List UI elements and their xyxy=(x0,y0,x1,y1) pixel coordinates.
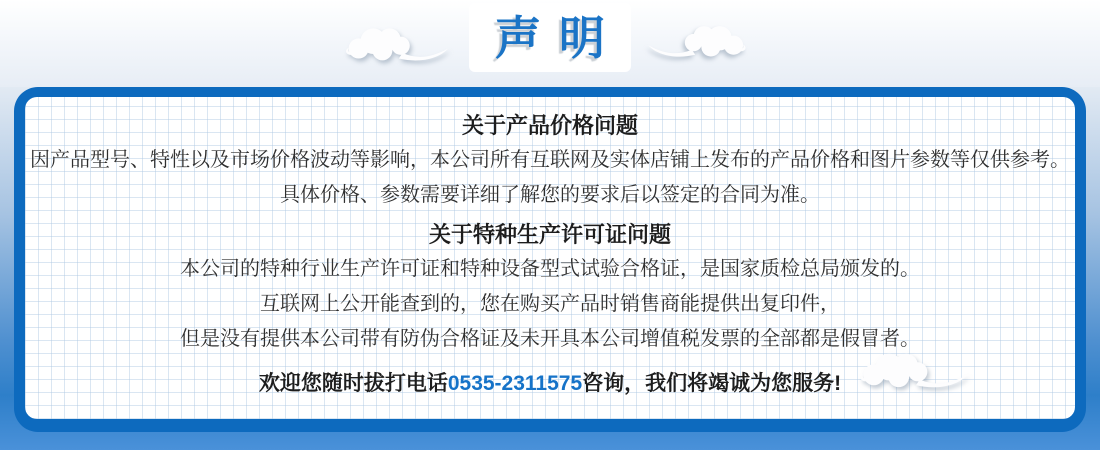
contact-suffix: 咨询，我们将竭诚为您服务! xyxy=(582,372,842,395)
notice-line: 具体价格、参数需要详细了解您的要求后以签定的合同为准。 xyxy=(280,184,820,206)
notice-line: 因产品型号、特性以及市场价格波动等影响，本公司所有互联网及实体店铺上发布的产品价格和图片参数等仅供参考。 xyxy=(30,149,1070,171)
phone-number: 0535-2311575 xyxy=(447,372,583,395)
section-heading-price: 关于产品价格问题 xyxy=(461,113,638,138)
notice-line: 互联网上公开能查到的，您在购买产品时销售商能提供出复印件， xyxy=(260,293,840,315)
page-title-box xyxy=(469,3,631,72)
cloud-right-icon xyxy=(644,20,750,60)
notice-frame xyxy=(14,87,1086,432)
notice-line: 但是没有提供本公司带有防伪合格证及未开具本公司增值税发票的全部都是假冒者。 xyxy=(180,328,920,350)
notice-card xyxy=(25,97,1075,419)
contact-prefix: 欢迎您随时拔打电话 xyxy=(258,372,448,395)
cloud-left-icon xyxy=(338,22,456,64)
notice-line: 本公司的特种行业生产许可证和特种设备型式试验合格证，是国家质检总局颁发的。 xyxy=(180,258,920,280)
page-title: 声明 xyxy=(495,11,623,64)
contact-line xyxy=(25,365,1075,403)
section-heading-license: 关于特种生产许可证问题 xyxy=(428,222,671,247)
notice-content xyxy=(25,97,1075,403)
